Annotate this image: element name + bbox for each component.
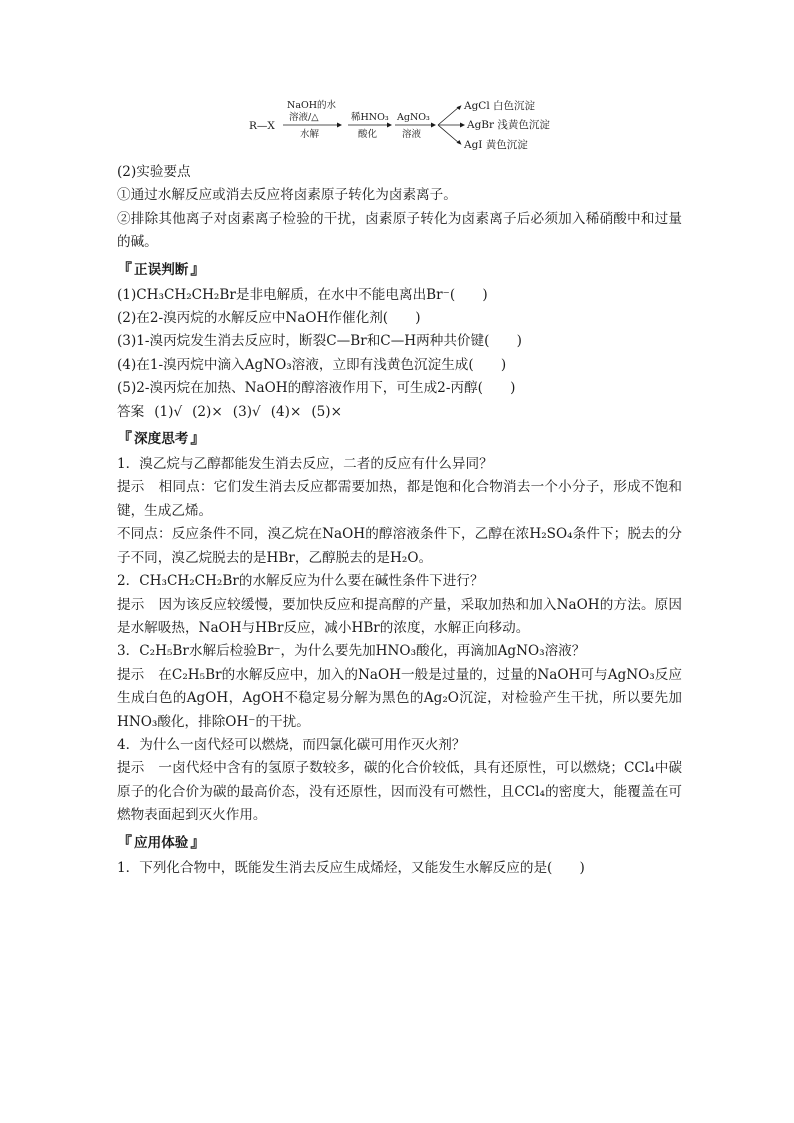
key-points-heading: (2)实验要点 bbox=[117, 164, 191, 180]
judge-item-1: (1)CH₃CH₂CH₂Br是非电解质，在水中不能电离出Br⁻( ) bbox=[117, 286, 488, 303]
deep-hint-1 bbox=[117, 476, 682, 523]
scheme-branch-down-head bbox=[457, 140, 462, 145]
deep-hint-2 bbox=[117, 594, 682, 641]
section-deep-heading bbox=[117, 425, 682, 452]
hint-label: 提示 bbox=[117, 666, 145, 683]
bracket-close-icon: 』 bbox=[190, 429, 206, 448]
answer-4: (4)× bbox=[270, 403, 302, 420]
scheme-branch-up-head bbox=[457, 105, 462, 110]
deep-hint-4 bbox=[117, 757, 682, 827]
scheme-branch-down bbox=[438, 125, 459, 143]
bracket-open-icon: 『 bbox=[117, 429, 133, 448]
judge-answers bbox=[117, 401, 682, 424]
key-point-1: ①通过水解反应或消去反应将卤素原子转化为卤素离子。 bbox=[117, 187, 457, 204]
bracket-open-icon: 『 bbox=[117, 832, 133, 851]
section-apply-heading bbox=[117, 829, 682, 856]
key-point-2: ②排除其他离子对卤素离子检验的干扰，卤素原子转化为卤素离子后必须加入稀硝酸中和过量的碱。 bbox=[117, 210, 682, 251]
deep-question-4: 4．为什么一卤代烃可以燃烧，而四氯化碳可用作灭火剂？ bbox=[117, 736, 466, 753]
section-judge-heading bbox=[117, 256, 682, 283]
section-deep-title: 深度思考 bbox=[134, 431, 189, 448]
scheme-branch-up bbox=[438, 107, 459, 125]
content bbox=[117, 161, 682, 880]
bracket-close-icon: 』 bbox=[190, 832, 206, 851]
apply-question-1: 1．下列化合物中，既能发生消去反应生成烯烃，又能发生水解反应的是( ) bbox=[117, 859, 585, 876]
scheme-arrowhead-1 bbox=[337, 123, 342, 128]
halide-test-scheme bbox=[245, 96, 565, 156]
scheme-arrowhead-3 bbox=[431, 123, 436, 128]
deep-question-3: 3．C₂H₅Br水解后检验Br⁻，为什么要先加HNO₃酸化，再滴加AgNO₃溶液？ bbox=[117, 643, 586, 660]
deep-hint-1-text: 相同点：它们发生消去反应都需要加热，都是饱和化合物消去一个小分子，形成不饱和键，生成乙烯。 bbox=[117, 479, 683, 519]
scheme-product-agbr: AgBr 浅黄色沉淀 bbox=[467, 119, 550, 131]
judge-item-4: (4)在1-溴丙烷中滴入AgNO₃溶液，立即有浅黄色沉淀生成( ) bbox=[117, 356, 507, 373]
scheme-step1-condition: 水解 bbox=[300, 129, 320, 140]
deep-question-1: 1．溴乙烷与乙醇都能发生消去反应，二者的反应有什么异同？ bbox=[117, 456, 493, 473]
section-apply-title: 应用体验 bbox=[134, 834, 189, 851]
scheme-step2-reagent: 稀HNO₃ bbox=[351, 112, 389, 123]
judge-item-5: (5)2-溴丙烷在加热、NaOH的醇溶液作用下，可生成2-丙醇( ) bbox=[117, 380, 516, 397]
hint-label: 提示 bbox=[117, 479, 145, 496]
judge-item-3: (3)1-溴丙烷发生消去反应时，断裂C—Br和C—H两种共价键( ) bbox=[117, 333, 522, 350]
scheme-product-agcl: AgCl 白色沉淀 bbox=[464, 100, 536, 112]
scheme-step3-reagent: AgNO₃ bbox=[397, 112, 430, 123]
answer-5: (5)× bbox=[311, 403, 342, 420]
deep-hint-3-text: 在C₂H₅Br的水解反应中，加入的NaOH一般是过量的，过量的NaOH可与AgNO₃反应生成白色的AgOH，AgOH不稳定易分解为黑色的Ag₂O沉淀，对检验产生干扰，所以要先加HNO₃酸化，排除OH⁻的干扰。 bbox=[117, 666, 682, 730]
scheme-product-agi: AgI 黄色沉淀 bbox=[464, 139, 528, 151]
answer-3: (3)√ bbox=[232, 403, 261, 420]
deep-hint-2-text: 因为该反应较缓慢，要加快反应和提高醇的产量，采取加热和加入NaOH的方法。原因是水解吸热，NaOH与HBr反应，减小HBr的浓度，水解正向移动。 bbox=[117, 596, 683, 636]
section-judge-title: 正误判断 bbox=[134, 261, 189, 278]
scheme-reactant: R—X bbox=[249, 120, 275, 132]
answer-2: (2)× bbox=[192, 403, 223, 420]
bracket-open-icon: 『 bbox=[117, 259, 133, 278]
hint-label: 提示 bbox=[117, 760, 145, 777]
deep-hint-1-differences: 不同点：反应条件不同，溴乙烷在NaOH的醇溶液条件下，乙醇在浓H₂SO₄条件下；脱去的分子不同，溴乙烷脱去的是HBr，乙醇脱去的是H₂O。 bbox=[117, 526, 682, 566]
deep-hint-4-text: 一卤代烃中含有的氢原子数较多，碳的化合价较低，具有还原性，可以燃烧；CCl₄中碳原子的化合价为碳的最高价态，没有还原性，因而没有可燃性，且CCl₄的密度大，能覆盖在可燃物表面起到灭火作用。 bbox=[117, 760, 682, 824]
scheme-branch-mid-head bbox=[460, 123, 465, 128]
deep-question-2: 2．CH₃CH₂CH₂Br的水解反应为什么要在碱性条件下进行？ bbox=[117, 573, 484, 590]
scheme-step3-condition: 溶液 bbox=[402, 129, 422, 140]
answer-label: 答案 bbox=[117, 403, 145, 420]
hint-label: 提示 bbox=[117, 596, 145, 613]
scheme-arrowhead-2 bbox=[387, 123, 392, 128]
answer-1: (1)√ bbox=[154, 403, 183, 420]
deep-hint-3 bbox=[117, 664, 682, 734]
scheme-step2-condition: 酸化 bbox=[358, 129, 378, 140]
scheme-step1-reagent-line2: 溶液/△ bbox=[289, 112, 319, 123]
bracket-close-icon: 』 bbox=[190, 259, 206, 278]
judge-item-2: (2)在2-溴丙烷的水解反应中NaOH作催化剂( ) bbox=[117, 310, 421, 327]
scheme-step1-reagent-line1: NaOH的水 bbox=[287, 100, 337, 111]
